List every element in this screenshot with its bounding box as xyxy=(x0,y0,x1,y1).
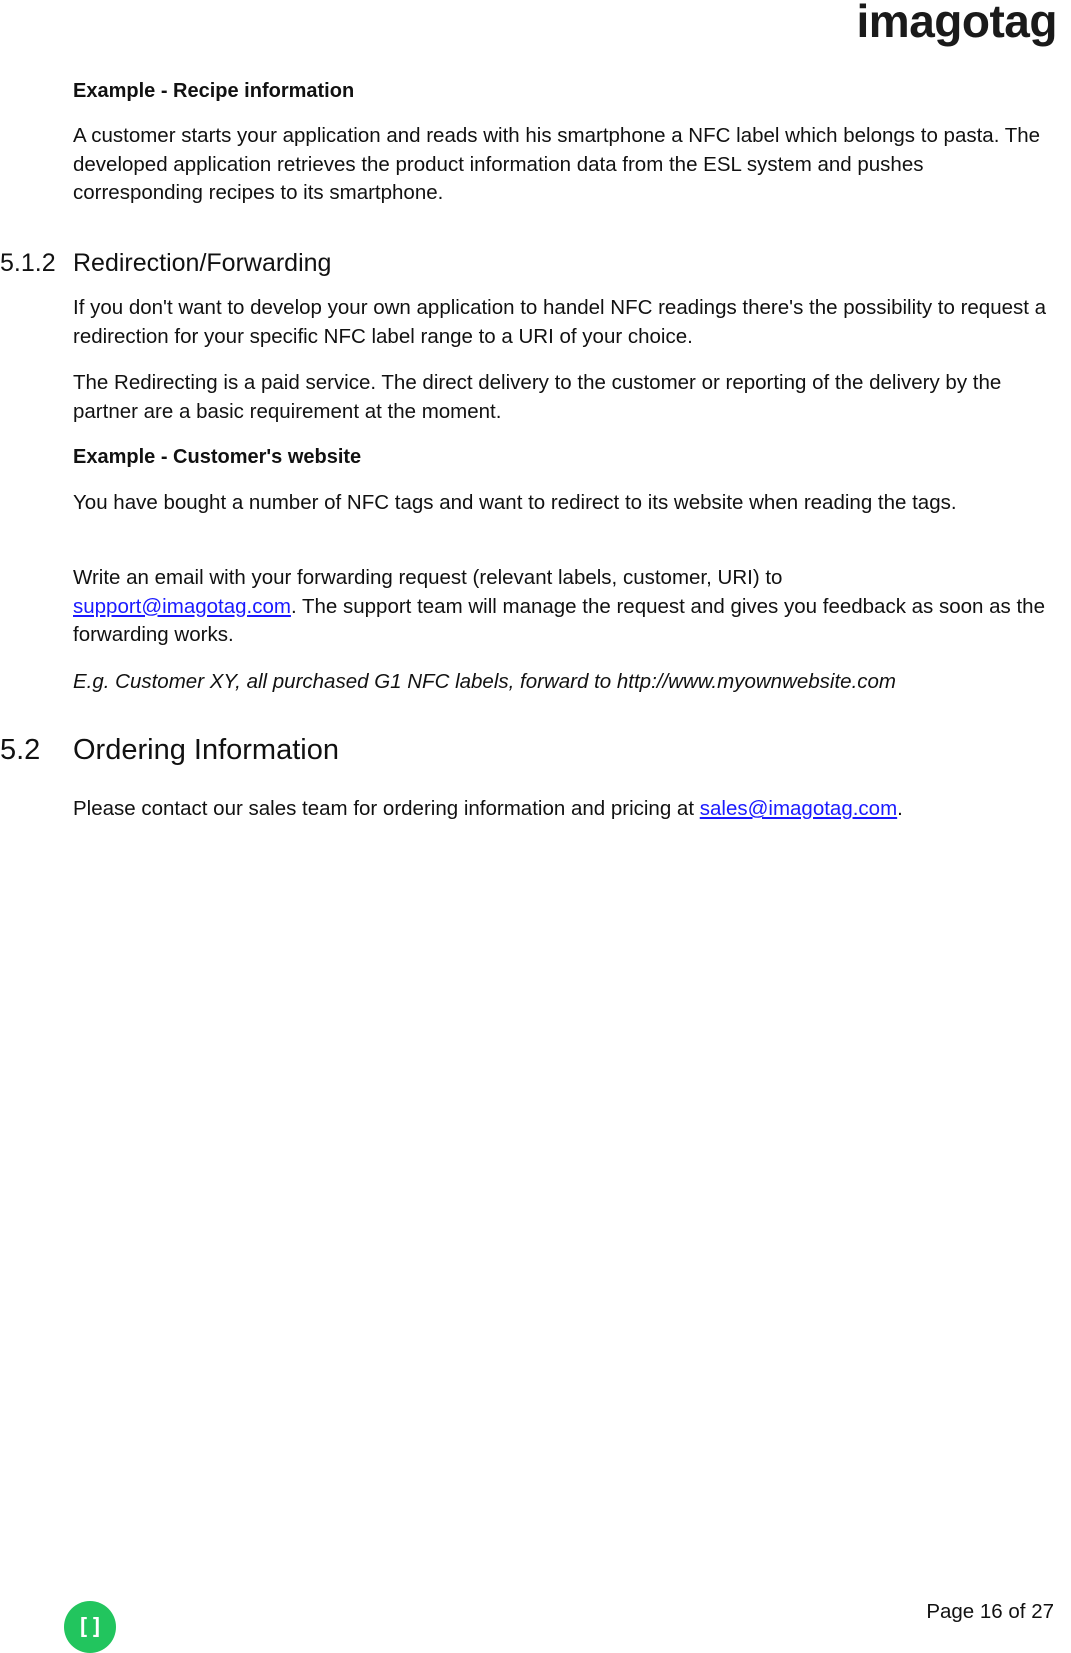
brand-badge-icon: [] xyxy=(64,1601,116,1653)
redirection-paragraph-2: The Redirecting is a paid service. The direct delivery to the customer or reporting of the delivery by the partner are a basic requirement at the moment. xyxy=(73,371,1002,423)
ordering-paragraph xyxy=(73,795,1048,824)
sales-email-link[interactable]: sales@imagotag.com xyxy=(699,797,898,820)
forwarding-request-paragraph xyxy=(73,564,1048,650)
example-recipe-body: A customer starts your application and reads with his smartphone a NFC label which belongs to pasta. The developed application retrieves the product information data from the ESL system and pushes corresponding recipes to its smartphone. xyxy=(73,124,1041,204)
example-recipe-heading: Example - Recipe information xyxy=(73,80,355,102)
section-title: Ordering Information xyxy=(73,734,339,766)
section-number: 5.2 xyxy=(0,734,41,766)
ordering-text: Please contact our sales team for ordering information and pricing at xyxy=(73,797,700,820)
support-email-link[interactable]: support@imagotag.com xyxy=(73,594,291,618)
example-website-heading: Example - Customer's website xyxy=(73,446,362,468)
section-number: 5.1.2 xyxy=(0,249,56,277)
page-number: Page 16 of 27 xyxy=(926,1600,1054,1623)
email-outro-text: . The support team will manage the request and gives you feedback as soon as the forwarding works. xyxy=(73,594,1045,646)
redirection-paragraph-1: If you don't want to develop your own application to handel NFC readings there's the possibility to request a redirection for your specific NFC label range to a URI of your choice. xyxy=(73,296,1047,348)
section-heading-5-2 xyxy=(0,734,339,767)
section-title: Redirection/Forwarding xyxy=(73,249,332,277)
logo: imagotag xyxy=(856,0,1057,47)
section-heading-5-1-2 xyxy=(0,249,332,278)
forwarding-example-line: E.g. Customer XY, all purchased G1 NFC labels, forward to http://www.myownwebsite.com xyxy=(73,670,896,693)
example-website-body: You have bought a number of NFC tags and want to redirect to its website when reading the tags. xyxy=(73,491,957,514)
email-intro-text: Write an email with your forwarding request (relevant labels, customer, URI) to xyxy=(73,566,783,589)
ordering-text-end: . xyxy=(897,797,903,820)
